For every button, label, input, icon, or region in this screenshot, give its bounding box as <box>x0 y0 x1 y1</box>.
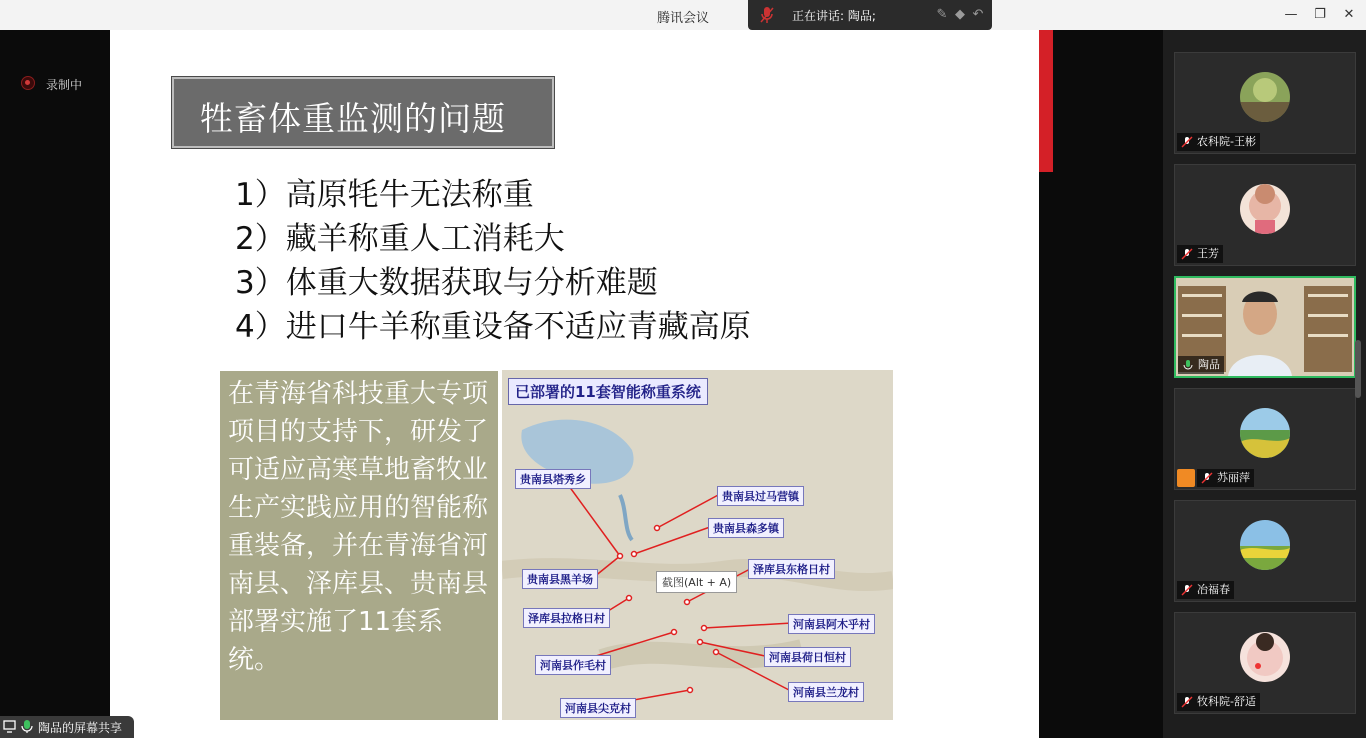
participant-avatar <box>1240 520 1290 570</box>
presentation-slide <box>110 30 1039 738</box>
participant-avatar <box>1240 632 1290 682</box>
participant-name-bar <box>1178 356 1224 374</box>
recording-label: 录制中 <box>46 78 83 92</box>
sidebar-scrollbar[interactable] <box>1355 340 1361 398</box>
pen-icon[interactable]: ✎ <box>936 7 948 22</box>
bullet-point: 1）高原牦牛无法称重 <box>235 177 534 213</box>
participant-tile[interactable] <box>1174 52 1356 154</box>
participant-name: 王芳 <box>1197 247 1219 260</box>
undo-icon[interactable]: ↶ <box>972 7 984 22</box>
mic-muted-icon <box>760 6 774 24</box>
mic-muted-icon <box>1181 584 1193 596</box>
mic-muted-icon <box>1181 696 1193 708</box>
map-label: 贵南县森多镇 <box>708 518 784 538</box>
map-label: 河南县兰龙村 <box>788 682 864 702</box>
close-button[interactable]: ✕ <box>1343 7 1355 22</box>
participant-tile[interactable] <box>1174 612 1356 714</box>
screen-share-label: 陶品的屏幕共享 <box>38 721 123 735</box>
participant-name: 苏丽萍 <box>1217 471 1250 484</box>
slide-accent-bar <box>1039 30 1053 172</box>
map-label: 贵南县过马营镇 <box>717 486 804 506</box>
participant-name-bar <box>1177 693 1260 711</box>
bullet-list <box>235 173 751 349</box>
map-label: 河南县尖克村 <box>560 698 636 718</box>
record-icon <box>21 76 35 90</box>
participant-name: 冶福春 <box>1197 583 1230 596</box>
bullet-point: 3）体重大数据获取与分析难题 <box>235 265 658 301</box>
map-label: 泽库县东格日村 <box>748 559 835 579</box>
speaking-indicator <box>748 0 992 30</box>
participant-tile[interactable] <box>1174 388 1356 490</box>
participant-avatar <box>1240 408 1290 458</box>
participant-name-bar <box>1197 469 1254 487</box>
screen-share-icon <box>3 720 16 733</box>
description-box <box>220 371 498 720</box>
participant-sidebar <box>1163 30 1366 738</box>
app-title: 腾讯会议 <box>657 11 710 26</box>
participant-name-bar <box>1177 581 1234 599</box>
map-label: 河南县荷日恒村 <box>764 647 851 667</box>
mic-active-icon <box>1182 359 1194 371</box>
bullet-point: 4）进口牛羊称重设备不适应青藏高原 <box>235 309 751 345</box>
guest-badge-icon <box>1177 469 1195 487</box>
map-label: 泽库县拉格日村 <box>523 608 610 628</box>
mic-icon <box>21 719 33 734</box>
map-title: 已部署的11套智能称重系统 <box>508 378 708 405</box>
participant-avatar <box>1240 184 1290 234</box>
slide-title: 牲畜体重监测的问题 <box>200 99 506 138</box>
map-label: 贵南县塔秀乡 <box>515 469 591 489</box>
restore-button[interactable]: ❐ <box>1314 7 1326 22</box>
description-text: 在青海省科技重大专项项目的支持下，研发了可适应高寒草地畜牧业生产实践应用的智能称重装备，并在青海省河南县、泽库县、贵南县部署实施了11套系统。 <box>228 379 489 675</box>
deployment-map <box>502 370 893 720</box>
minimize-button[interactable]: — <box>1284 7 1298 22</box>
participant-name-bar <box>1177 245 1223 263</box>
participant-tile[interactable] <box>1174 500 1356 602</box>
participant-tile-active-speaker[interactable] <box>1174 276 1356 378</box>
participant-name: 陶品 <box>1198 358 1220 371</box>
screen-share-indicator[interactable] <box>0 716 134 738</box>
participant-name-bar <box>1177 133 1260 151</box>
participant-tile[interactable] <box>1174 164 1356 266</box>
map-label: 河南县作毛村 <box>535 655 611 675</box>
participant-avatar <box>1240 72 1290 122</box>
speaking-text: 正在讲话: 陶品; <box>792 9 876 23</box>
participant-name: 农科院-王彬 <box>1197 135 1256 148</box>
screenshot-tooltip: 截图(Alt + A) <box>656 571 737 593</box>
participant-name: 牧科院-舒适 <box>1197 695 1256 708</box>
eraser-icon[interactable]: ◆ <box>955 7 965 22</box>
bullet-point: 2）藏羊称重人工消耗大 <box>235 221 565 257</box>
mic-muted-icon <box>1181 248 1193 260</box>
mic-muted-icon <box>1201 472 1213 484</box>
map-label: 河南县阿木乎村 <box>788 614 875 634</box>
map-label: 贵南县黑羊场 <box>522 569 598 589</box>
title-bar <box>0 0 1366 30</box>
slide-title-box <box>172 77 554 148</box>
mic-muted-icon <box>1181 136 1193 148</box>
